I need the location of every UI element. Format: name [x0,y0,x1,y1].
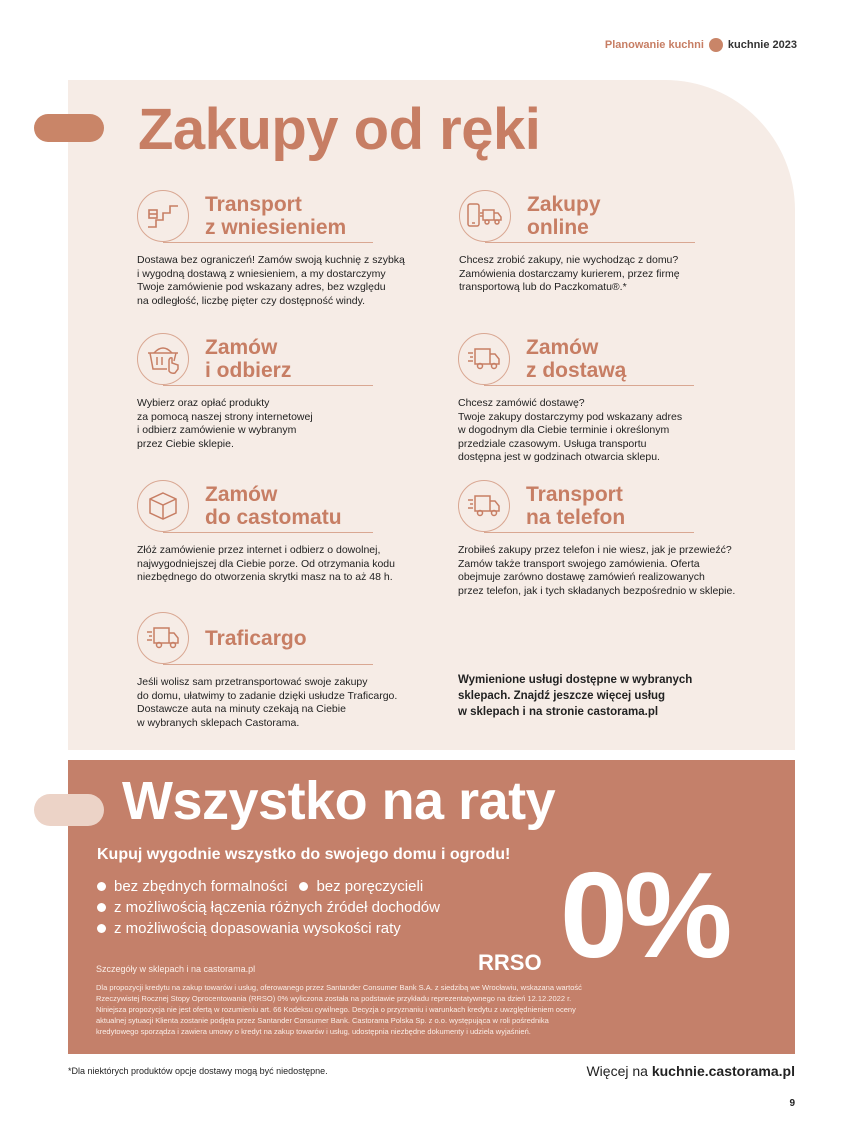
service-zamow-i-odbierz [137,333,313,451]
service-title: Zamów do castomatu [205,483,342,529]
bullet-icon [97,882,106,891]
service-zamow-do-castomatu [137,480,395,585]
bullet-icon [97,924,106,933]
installments-title: Wszystko na raty [122,771,556,831]
stairs-icon [137,190,189,242]
availability-note: Wymienione usługi dostępne w wybranych sklepach. Znajdź jeszcze więcej usług w sklepach i na stronie castorama.pl [458,674,693,718]
service-zamow-z-dostawa [458,333,682,465]
installments-benefits [97,876,440,939]
service-traficargo [137,612,397,730]
decorative-pill-icon [34,794,104,826]
header-dot-icon [709,38,723,52]
truck-icon [458,333,510,385]
service-description: Zrobiłeś zakupy przez telefon i nie wiesz, jak je przewieźć? Zamów także transport swojego zamówienia. Oferta obejmuje zarówno dostawę zamówień realizowanych przez telefon, jak i tych składanych bezpośrednio w sklepie. [458,544,736,597]
service-description: Złóż zamówienie przez internet i odbierz o dowolnej, najwygodniejszej dla Ciebie porze. Od otrzymania kodu niezbędnego do otworzenia skrytki masz na to aż 48 h. [137,544,395,583]
service-zakupy-online [459,190,680,295]
service-description: Chcesz zrobić zakupy, nie wychodząc z domu? Zamówienia dostarczamy kurierem, przez firmę transportową lub do Paczkomatu®.* [459,254,680,293]
service-title: Transport na telefon [526,483,626,529]
service-transport-z-wniesieniem [137,190,405,308]
truck-icon [137,612,189,664]
basket-icon [137,333,189,385]
service-transport-na-telefon [458,480,735,598]
section-name: Planowanie kuchni [604,39,704,51]
phone-truck-icon [459,190,511,242]
benefit-item: z możliwością dopasowania wysokości raty [114,920,401,937]
bullet-icon [97,903,106,912]
delivery-title: Zakupy od ręki [138,97,541,162]
service-title: Zamów i odbierz [205,336,292,382]
service-title: Traficargo [205,627,307,650]
page-number: 9 [789,1098,795,1109]
rrso-label: RRSO [478,950,542,975]
service-description: Dostawa bez ograniczeń! Zamów swoją kuchnię z szybką i wygodną dostawą z wniesieniem, a my dostarczymy Twoje zamówienie pod wskazany adres, bez względu na odległość, liczbę pięter czy dostępność windy. [137,254,405,307]
website-link[interactable]: kuchnie.castorama.pl [651,1063,795,1079]
page-header [605,38,797,52]
legal-disclaimer: Dla propozycji kredytu na zakup towarów i usług, oferowanego przez Santander Consumer Bank S.A. z siedzibą we Wrocławiu, wskazana wartość Rzeczywistej Rocznej Stopy Oprocentowania (RRSO) 0% wyliczona została na podstawie przykładu reprezentatywnego na dzień 12.12.2022 r. Niniejsza propozycja nie jest ofertą w rozumieniu art. 66 Kodeksu cywilnego. Decyzja o przyznaniu i warunkach kredytu z uwzględnieniem oceny aktualnej sytuacji Klienta zostanie podjęta przez Santander Consumer Bank. Castorama Polska Sp. z o.o. występująca w roli pośrednika kredytowego sporządza i zawiera umowy o kredyt na zakup towarów i usług, udostępnia niezbędne dokumenty i udziela wyjaśnień. [96,983,582,1036]
details-link[interactable]: Szczegóły w sklepach i na castorama.pl [96,964,256,974]
more-prefix: Więcej na [586,1063,648,1079]
benefit-item: bez poręczycieli [316,878,424,895]
rrso-value: 0% [560,847,729,983]
installments-subtitle: Kupuj wygodnie wszystko do swojego domu i ogrodu! [97,846,511,863]
service-description: Wybierz oraz opłać produkty za pomocą naszej strony internetowej i odbierz zamówienie w wybranym przez Ciebie sklepie. [137,397,313,450]
benefit-item: bez zbędnych formalności [114,878,288,895]
benefit-item: z możliwością łączenia różnych źródeł dochodów [114,899,440,916]
box-icon [137,480,189,532]
bullet-icon [299,882,308,891]
service-description: Jeśli wolisz sam przetransportować swoje zakupy do domu, ułatwimy to zadanie dzięki usłudze Traficargo. Dostawcze auta na minuty czekają na Ciebie w wybranych sklepach Castorama. [137,676,398,729]
more-info [586,1063,795,1079]
truck-icon [458,480,510,532]
service-description: Chcesz zamówić dostawę? Twoje zakupy dostarczymy pod wskazany adres w dogodnym dla Ciebie terminie i określonym przedziale czasowym. Usługa transportu dostępna jest w godzinach otwarcia sklepu. [458,397,683,463]
decorative-pill-icon [34,114,104,142]
service-title: Transport z wniesieniem [205,193,347,239]
footnote: *Dla niektórych produktów opcje dostawy mogą być niedostępne. [68,1066,328,1076]
catalog-name: kuchnie 2023 [727,39,797,51]
service-title: Zakupy online [527,193,601,239]
service-title: Zamów z dostawą [526,336,627,382]
